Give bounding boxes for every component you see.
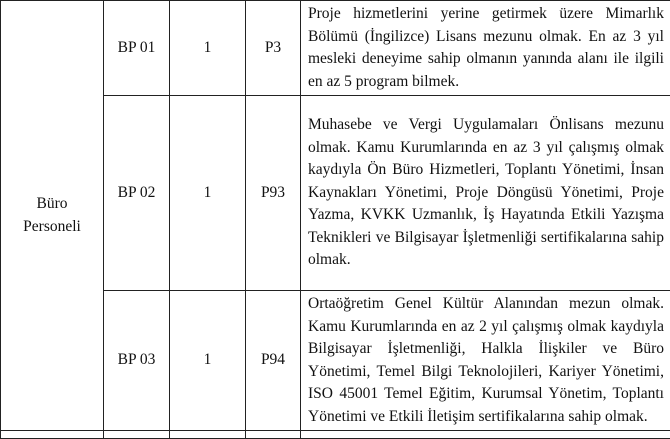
empty-cell bbox=[104, 431, 170, 439]
empty-cell bbox=[170, 431, 246, 439]
requirements-text: Ortaöğretim Genel Kültür Alanından mezun olmak. Kamu Kurumlarında en az 2 yıl çalışmış olmak kaydıyla Bilgisayar İşletmenliği, Halkla İlişkiler ve Büro Yönetimi, Temel Bilgi Teknolojileri, Kariyer Yönetimi, ISO 45001 Temel Eğitim, Kurumsal Yönetim, Toplantı Yönetimi ve Etkili İletişim sertifikalarına sahip olmak. bbox=[308, 293, 664, 428]
position-cell bbox=[1, 1, 104, 431]
table-row-partial bbox=[1, 431, 670, 439]
position-ref: P94 bbox=[246, 291, 301, 431]
position-count: 1 bbox=[170, 291, 246, 431]
position-requirements bbox=[301, 1, 670, 96]
table-row-bp01 bbox=[1, 1, 670, 96]
position-ref: P3 bbox=[246, 1, 301, 96]
empty-cell bbox=[301, 431, 670, 439]
requirements-text: Proje hizmetlerini yerine getirmek üzere Mimarlık Bölümü (İngilizce) Lisans mezunu olmak. En az 3 yıl mesleki deneyime sahip olmanın yanında alanı ile ilgili en az 5 program bilmek. bbox=[308, 3, 664, 93]
position-code: BP 03 bbox=[104, 291, 170, 431]
requirements-text: Muhasebe ve Vergi Uygulamaları Önlisans mezunu olmak. Kamu Kurumlarında en az 3 yıl çalışmış olmak kaydıyla Ön Büro Hizmetleri, Toplantı Yönetimi, İnsan Kaynakları Yönetimi, Proje Döngüsü Yönetimi, Proje Yazma, KVKK Uzmanlık, İş Hayatında Etkili Yazışma Teknikleri ve Bilgisayar İşletmenliği sertifikalarına sahip olmak. bbox=[308, 114, 664, 272]
empty-cell bbox=[246, 431, 301, 439]
empty-cell bbox=[1, 431, 104, 439]
position-label-line2: Personeli bbox=[1, 216, 103, 239]
position-label-line1: Büro bbox=[1, 193, 103, 216]
position-requirements bbox=[301, 291, 670, 431]
position-requirements bbox=[301, 96, 670, 291]
position-count: 1 bbox=[170, 1, 246, 96]
position-count: 1 bbox=[170, 96, 246, 291]
position-code: BP 02 bbox=[104, 96, 170, 291]
position-code: BP 01 bbox=[104, 1, 170, 96]
position-ref: P93 bbox=[246, 96, 301, 291]
